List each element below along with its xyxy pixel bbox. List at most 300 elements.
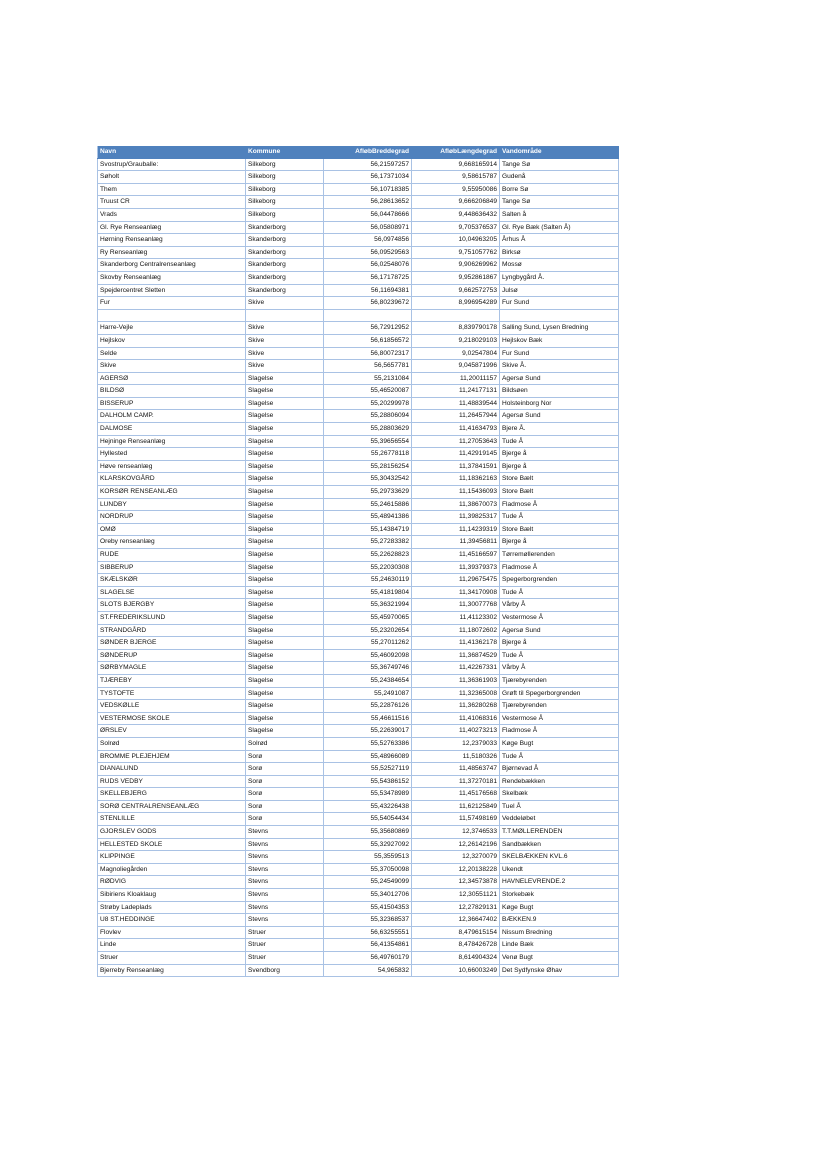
cell-vandomraade: T.T.MØLLERENDEN	[500, 826, 619, 839]
cell-navn: Sibiriens Kloaklaug	[98, 889, 246, 902]
cell-longitude: 11,39825317	[412, 511, 500, 524]
cell-latitude: 55,3559513	[324, 851, 412, 864]
cell-vandomraade: BÆKKEN.9	[500, 914, 619, 927]
cell-kommune: Silkeborg	[246, 208, 324, 221]
table-body	[98, 158, 619, 977]
cell-longitude: 11,20011157	[412, 372, 500, 385]
cell-latitude: 55,43226438	[324, 800, 412, 813]
table-row	[98, 863, 619, 876]
table-row	[98, 586, 619, 599]
cell-navn: SLOTS BJERGBY	[98, 599, 246, 612]
cell-vandomraade: Tange Sø	[500, 158, 619, 171]
cell-latitude: 55,27011262	[324, 637, 412, 650]
cell-vandomraade: Fladmose Å	[500, 561, 619, 574]
cell-longitude: 11,26457944	[412, 410, 500, 423]
table-row	[98, 511, 619, 524]
cell-vandomraade: Køge Bugt	[500, 901, 619, 914]
cell-navn: STENLILLE	[98, 813, 246, 826]
cell-longitude	[412, 309, 500, 322]
cell-longitude: 9,952861867	[412, 271, 500, 284]
cell-vandomraade: Nissum Bredning	[500, 926, 619, 939]
cell-latitude: 55,46092098	[324, 649, 412, 662]
cell-vandomraade: Fladmose Å	[500, 725, 619, 738]
cell-latitude: 55,36749746	[324, 662, 412, 675]
table-row	[98, 775, 619, 788]
cell-longitude: 11,41362178	[412, 637, 500, 650]
cell-longitude: 11,62125849	[412, 800, 500, 813]
cell-latitude: 55,52527119	[324, 763, 412, 776]
cell-vandomraade: Store Bælt	[500, 523, 619, 536]
cell-navn: Spejdercentret Sletten	[98, 284, 246, 297]
cell-latitude: 55,46520087	[324, 385, 412, 398]
cell-vandomraade: Tude Å	[500, 649, 619, 662]
cell-kommune: Skanderborg	[246, 221, 324, 234]
cell-longitude: 11,57498169	[412, 813, 500, 826]
cell-navn: RUDS VEDBY	[98, 775, 246, 788]
table-row	[98, 926, 619, 939]
cell-kommune: Sorø	[246, 763, 324, 776]
table-row	[98, 498, 619, 511]
header-navn: Navn	[98, 146, 246, 158]
table-row	[98, 208, 619, 221]
cell-navn: Ry Renseanlæg	[98, 246, 246, 259]
table-row	[98, 687, 619, 700]
cell-latitude: 55,26778118	[324, 448, 412, 461]
table-row	[98, 662, 619, 675]
cell-latitude: 55,24615886	[324, 498, 412, 511]
table-row	[98, 473, 619, 486]
cell-kommune: Slagelse	[246, 649, 324, 662]
cell-vandomraade: Fladmose Å	[500, 498, 619, 511]
cell-latitude: 55,36321994	[324, 599, 412, 612]
cell-longitude: 11,32365008	[412, 687, 500, 700]
cell-longitude: 12,2379033	[412, 737, 500, 750]
cell-kommune: Stevns	[246, 851, 324, 864]
cell-vandomraade: Gl. Rye Bæk (Salten Å)	[500, 221, 619, 234]
cell-latitude: 56,28613652	[324, 196, 412, 209]
cell-kommune: Slagelse	[246, 423, 324, 436]
cell-longitude: 9,218029103	[412, 334, 500, 347]
cell-navn: DALHOLM CAMP.	[98, 410, 246, 423]
cell-latitude: 55,2491087	[324, 687, 412, 700]
cell-kommune: Slagelse	[246, 435, 324, 448]
cell-vandomraade	[500, 309, 619, 322]
cell-latitude: 55,22628823	[324, 549, 412, 562]
cell-vandomraade: Vestermose Å	[500, 712, 619, 725]
cell-vandomraade: Rendebækken	[500, 775, 619, 788]
cell-navn: Bjerreby Renseanlæg	[98, 964, 246, 977]
cell-vandomraade: Hejlskov Bæk	[500, 334, 619, 347]
cell-navn: Gl. Rye Renseanlæg	[98, 221, 246, 234]
cell-longitude: 9,448636432	[412, 208, 500, 221]
cell-navn: Skanderborg Centralrenseanlæg	[98, 259, 246, 272]
cell-kommune: Stevns	[246, 826, 324, 839]
cell-latitude: 55,22639017	[324, 725, 412, 738]
cell-vandomraade: Tude Å	[500, 435, 619, 448]
cell-longitude: 9,58615787	[412, 171, 500, 184]
cell-kommune: Skive	[246, 334, 324, 347]
cell-vandomraade: Tjærebyrenden	[500, 674, 619, 687]
cell-longitude: 11,5180326	[412, 750, 500, 763]
cell-navn: Svostrup/Grauballe:	[98, 158, 246, 171]
cell-longitude: 11,15436093	[412, 486, 500, 499]
cell-navn: STRANDGÅRD	[98, 624, 246, 637]
table-row	[98, 259, 619, 272]
table-row	[98, 889, 619, 902]
cell-latitude: 56,17371034	[324, 171, 412, 184]
cell-latitude: 56,80239672	[324, 297, 412, 310]
cell-kommune	[246, 309, 324, 322]
cell-latitude: 56,63255551	[324, 926, 412, 939]
table-row	[98, 876, 619, 889]
cell-latitude: 55,35680869	[324, 826, 412, 839]
cell-longitude: 9,705376537	[412, 221, 500, 234]
cell-navn: Hyllested	[98, 448, 246, 461]
table-row	[98, 964, 619, 977]
cell-latitude: 55,32927092	[324, 838, 412, 851]
cell-latitude: 55,28806094	[324, 410, 412, 423]
cell-navn: Høve renseanlæg	[98, 460, 246, 473]
cell-kommune: Sorø	[246, 813, 324, 826]
cell-latitude: 55,28156254	[324, 460, 412, 473]
cell-kommune: Stevns	[246, 914, 324, 927]
cell-vandomraade: Skelbæk	[500, 788, 619, 801]
table-row	[98, 486, 619, 499]
cell-kommune: Sorø	[246, 800, 324, 813]
cell-latitude: 56,10718385	[324, 183, 412, 196]
cell-navn: BISSERUP	[98, 397, 246, 410]
cell-longitude: 12,3746533	[412, 826, 500, 839]
cell-longitude: 9,55950086	[412, 183, 500, 196]
table-row	[98, 423, 619, 436]
table-row	[98, 183, 619, 196]
cell-vandomraade: Bjerge å	[500, 536, 619, 549]
cell-longitude: 11,42919145	[412, 448, 500, 461]
cell-vandomraade: Spegerborgrenden	[500, 574, 619, 587]
cell-latitude: 56,80072317	[324, 347, 412, 360]
cell-vandomraade: Tørremøllerenden	[500, 549, 619, 562]
table-header	[98, 146, 619, 158]
cell-navn: SORØ CENTRALRENSEANLÆG	[98, 800, 246, 813]
cell-latitude: 56,04478666	[324, 208, 412, 221]
cell-vandomraade: Borre Sø	[500, 183, 619, 196]
table-row	[98, 284, 619, 297]
cell-navn: Them	[98, 183, 246, 196]
cell-navn: Struer	[98, 952, 246, 965]
table-row	[98, 611, 619, 624]
cell-latitude: 55,34012706	[324, 889, 412, 902]
cell-latitude: 55,54054434	[324, 813, 412, 826]
cell-kommune: Slagelse	[246, 536, 324, 549]
cell-navn: Hejninge Renseanlæg	[98, 435, 246, 448]
cell-vandomraade: Grøft til Spegerborgrenden	[500, 687, 619, 700]
cell-kommune: Slagelse	[246, 372, 324, 385]
cell-kommune: Skive	[246, 322, 324, 335]
cell-longitude: 11,41068316	[412, 712, 500, 725]
header-kommune: Kommune	[246, 146, 324, 158]
cell-navn: RUDE	[98, 549, 246, 562]
cell-vandomraade: Agersø Sund	[500, 624, 619, 637]
cell-kommune: Slagelse	[246, 700, 324, 713]
cell-kommune: Sorø	[246, 750, 324, 763]
cell-kommune: Slagelse	[246, 397, 324, 410]
cell-vandomraade: Veddeløbet	[500, 813, 619, 826]
cell-kommune: Skanderborg	[246, 259, 324, 272]
cell-navn: Harre-Vejle	[98, 322, 246, 335]
table-row	[98, 246, 619, 259]
cell-kommune: Slagelse	[246, 486, 324, 499]
cell-vandomraade: Skive Å.	[500, 360, 619, 373]
cell-vandomraade: Storkebæk	[500, 889, 619, 902]
table-row	[98, 309, 619, 322]
cell-vandomraade: Bildsøen	[500, 385, 619, 398]
cell-vandomraade: Bjere Å.	[500, 423, 619, 436]
cell-vandomraade: Ukendt	[500, 863, 619, 876]
table-row	[98, 397, 619, 410]
cell-vandomraade: Tange Sø	[500, 196, 619, 209]
table-row	[98, 637, 619, 650]
cell-vandomraade: Tjærebyrenden	[500, 700, 619, 713]
cell-latitude: 55,24549099	[324, 876, 412, 889]
table-row	[98, 788, 619, 801]
cell-longitude: 11,27053643	[412, 435, 500, 448]
table-row	[98, 410, 619, 423]
cell-navn: SØNDERUP	[98, 649, 246, 662]
cell-vandomraade: Tuel Å	[500, 800, 619, 813]
cell-latitude: 55,54386152	[324, 775, 412, 788]
cell-kommune: Slagelse	[246, 498, 324, 511]
cell-longitude: 11,24177131	[412, 385, 500, 398]
cell-latitude: 55,24384654	[324, 674, 412, 687]
cell-kommune: Skive	[246, 347, 324, 360]
cell-longitude: 8,478426728	[412, 939, 500, 952]
cell-kommune: Svendborg	[246, 964, 324, 977]
cell-longitude: 11,48839544	[412, 397, 500, 410]
cell-kommune: Slagelse	[246, 624, 324, 637]
cell-longitude: 9,906269962	[412, 259, 500, 272]
cell-vandomraade: Sandbækken	[500, 838, 619, 851]
cell-vandomraade: Tude Å	[500, 511, 619, 524]
cell-navn: AGERSØ	[98, 372, 246, 385]
cell-kommune: Struer	[246, 952, 324, 965]
table-row	[98, 385, 619, 398]
cell-navn: Skive	[98, 360, 246, 373]
cell-latitude: 55,46611516	[324, 712, 412, 725]
cell-vandomraade: Bjerge å	[500, 460, 619, 473]
cell-kommune: Solrød	[246, 737, 324, 750]
header-latitude: AfløbBreddegrad	[324, 146, 412, 158]
cell-longitude: 12,26142196	[412, 838, 500, 851]
table-row	[98, 460, 619, 473]
cell-kommune: Slagelse	[246, 599, 324, 612]
cell-kommune: Skanderborg	[246, 271, 324, 284]
cell-kommune: Slagelse	[246, 725, 324, 738]
cell-navn: Linde	[98, 939, 246, 952]
cell-longitude: 11,38670073	[412, 498, 500, 511]
cell-kommune: Stevns	[246, 876, 324, 889]
cell-longitude: 11,40273213	[412, 725, 500, 738]
cell-longitude: 9,751057762	[412, 246, 500, 259]
cell-kommune: Stevns	[246, 901, 324, 914]
cell-latitude: 56,72912952	[324, 322, 412, 335]
header-row	[98, 146, 619, 158]
cell-navn: SIBBERUP	[98, 561, 246, 574]
cell-navn: RØDVIG	[98, 876, 246, 889]
cell-longitude: 11,29675475	[412, 574, 500, 587]
cell-navn: Truust CR	[98, 196, 246, 209]
cell-navn: DIANALUND	[98, 763, 246, 776]
cell-longitude: 9,045871996	[412, 360, 500, 373]
cell-navn: SKELLEBJERG	[98, 788, 246, 801]
cell-kommune: Slagelse	[246, 549, 324, 562]
cell-vandomraade: Køge Bugt	[500, 737, 619, 750]
cell-kommune: Slagelse	[246, 385, 324, 398]
cell-vandomraade: Tude Å	[500, 586, 619, 599]
cell-latitude: 55,30432542	[324, 473, 412, 486]
cell-longitude: 12,20138228	[412, 863, 500, 876]
table-row	[98, 939, 619, 952]
table-row	[98, 674, 619, 687]
cell-latitude: 56,17178725	[324, 271, 412, 284]
table-row	[98, 700, 619, 713]
cell-navn: BILDSØ	[98, 385, 246, 398]
cell-kommune: Slagelse	[246, 460, 324, 473]
cell-navn: ØRSLEV	[98, 725, 246, 738]
table-row	[98, 750, 619, 763]
table-row	[98, 297, 619, 310]
table-row	[98, 624, 619, 637]
cell-longitude: 11,48563747	[412, 763, 500, 776]
cell-vandomraade: Århus Å	[500, 234, 619, 247]
cell-vandomraade: Agersø Sund	[500, 410, 619, 423]
cell-kommune: Skive	[246, 360, 324, 373]
table-row	[98, 813, 619, 826]
cell-longitude: 11,18362163	[412, 473, 500, 486]
cell-navn: Flovlev	[98, 926, 246, 939]
cell-kommune: Silkeborg	[246, 171, 324, 184]
cell-navn: Fur	[98, 297, 246, 310]
cell-longitude: 11,39379373	[412, 561, 500, 574]
cell-latitude: 55,27283382	[324, 536, 412, 549]
cell-latitude: 55,37050098	[324, 863, 412, 876]
table-row	[98, 158, 619, 171]
cell-vandomraade: Bjerge å	[500, 637, 619, 650]
table-row	[98, 712, 619, 725]
cell-kommune: Slagelse	[246, 523, 324, 536]
cell-vandomraade: HAVNELEVRENDE.2	[500, 876, 619, 889]
table-row	[98, 763, 619, 776]
cell-vandomraade: Fur Sund	[500, 347, 619, 360]
header-vandomraade: Vandområde	[500, 146, 619, 158]
cell-vandomraade: Vårby Å	[500, 662, 619, 675]
cell-navn: NORDRUP	[98, 511, 246, 524]
cell-navn	[98, 309, 246, 322]
cell-navn: Oreby renseanlæg	[98, 536, 246, 549]
cell-longitude: 11,30077768	[412, 599, 500, 612]
cell-latitude: 55,28803629	[324, 423, 412, 436]
cell-latitude: 55,39656554	[324, 435, 412, 448]
table-row	[98, 649, 619, 662]
cell-navn: SØRBYMAGLE	[98, 662, 246, 675]
cell-vandomraade: Det Sydfynske Øhav	[500, 964, 619, 977]
cell-latitude: 55,53478989	[324, 788, 412, 801]
cell-navn: Søholt	[98, 171, 246, 184]
cell-longitude: 9,668165914	[412, 158, 500, 171]
table-row	[98, 171, 619, 184]
cell-navn: KLARSKOVGÅRD	[98, 473, 246, 486]
cell-navn: BROMME PLEJEHJEM	[98, 750, 246, 763]
cell-kommune: Slagelse	[246, 637, 324, 650]
cell-kommune: Skanderborg	[246, 234, 324, 247]
cell-kommune: Silkeborg	[246, 196, 324, 209]
cell-longitude: 8,614904324	[412, 952, 500, 965]
cell-kommune: Slagelse	[246, 448, 324, 461]
cell-latitude: 56,0974856	[324, 234, 412, 247]
cell-longitude: 11,14239319	[412, 523, 500, 536]
header-longitude: AfløbLængdegrad	[412, 146, 500, 158]
cell-kommune: Silkeborg	[246, 183, 324, 196]
cell-longitude: 11,36280268	[412, 700, 500, 713]
cell-vandomraade: Bjørnevad Å	[500, 763, 619, 776]
cell-navn: SLAGELSE	[98, 586, 246, 599]
cell-longitude: 9,662572753	[412, 284, 500, 297]
table-row	[98, 448, 619, 461]
cell-vandomraade: Julsø	[500, 284, 619, 297]
cell-kommune: Sorø	[246, 775, 324, 788]
table-row	[98, 221, 619, 234]
cell-kommune: Slagelse	[246, 473, 324, 486]
cell-vandomraade: Gudenå	[500, 171, 619, 184]
cell-kommune: Stevns	[246, 863, 324, 876]
cell-kommune: Slagelse	[246, 410, 324, 423]
cell-longitude: 11,36361903	[412, 674, 500, 687]
cell-longitude: 11,41123302	[412, 611, 500, 624]
cell-kommune: Sorø	[246, 788, 324, 801]
table-row	[98, 360, 619, 373]
cell-longitude: 12,34573878	[412, 876, 500, 889]
cell-navn: OMØ	[98, 523, 246, 536]
table-row	[98, 561, 619, 574]
cell-vandomraade: Fur Sund	[500, 297, 619, 310]
cell-navn: SØNDER BJERGE	[98, 637, 246, 650]
cell-longitude: 12,3270079	[412, 851, 500, 864]
table-row	[98, 826, 619, 839]
cell-latitude: 55,29733629	[324, 486, 412, 499]
cell-navn: Skovby Renseanlæg	[98, 271, 246, 284]
cell-longitude: 9,666206849	[412, 196, 500, 209]
cell-navn: KLIPPINGE	[98, 851, 246, 864]
cell-navn: TJÆREBY	[98, 674, 246, 687]
cell-navn: SKÆLSKØR	[98, 574, 246, 587]
table-row	[98, 725, 619, 738]
cell-latitude: 56,09529563	[324, 246, 412, 259]
cell-longitude: 11,34170908	[412, 586, 500, 599]
cell-vandomraade: Store Bælt	[500, 473, 619, 486]
cell-kommune: Slagelse	[246, 574, 324, 587]
cell-kommune: Slagelse	[246, 687, 324, 700]
cell-navn: Strøby Ladeplads	[98, 901, 246, 914]
cell-navn: U8 ST.HEDDINGE	[98, 914, 246, 927]
table-row	[98, 574, 619, 587]
cell-latitude: 55,23202654	[324, 624, 412, 637]
cell-vandomraade: Store Bælt	[500, 486, 619, 499]
cell-navn: ST.FREDERIKSLUND	[98, 611, 246, 624]
cell-vandomraade: Tude Å	[500, 750, 619, 763]
cell-longitude: 12,36647402	[412, 914, 500, 927]
cell-latitude: 55,14384719	[324, 523, 412, 536]
table-row	[98, 435, 619, 448]
cell-latitude: 56,41354861	[324, 939, 412, 952]
